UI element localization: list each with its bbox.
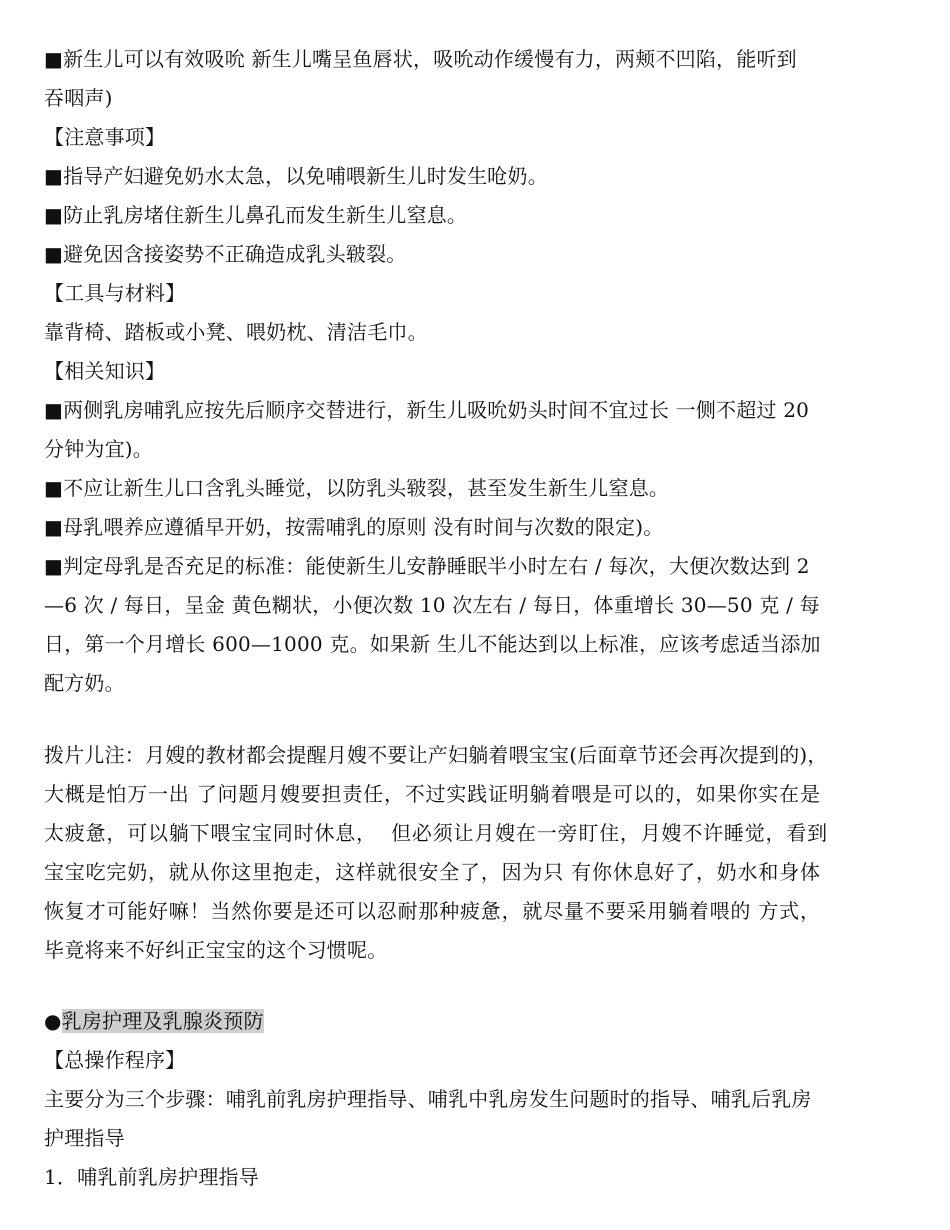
text-line: 日，第一个月增长 600—1000 克。如果新 生儿不能达到以上标准，应该考虑适当添加 — [44, 632, 821, 656]
note-line: 拨片儿注：月嫂的教材都会提醒月嫂不要让产妇躺着喂宝宝(后面章节还会再次提到的)， — [44, 743, 828, 767]
highlighted-heading: 乳房护理及乳腺炎预防 — [61, 1009, 264, 1033]
text-line: ■防止乳房堵住新生儿鼻孔而发生新生儿窒息。 — [44, 203, 468, 227]
section-heading: 【注意事项】 — [44, 125, 166, 149]
note-line: 恢复才可能好嘛！当然你要是还可以忍耐那种疲惫，就尽量不要采用躺着喂的 方式， — [44, 899, 821, 923]
text-line: 主要分为三个步骤：哺乳前乳房护理指导、哺乳中乳房发生问题时的指导、哺乳后乳房 — [44, 1087, 812, 1111]
text-line: 分钟为宜)。 — [44, 437, 154, 461]
text-line: ■不应让新生儿口含乳头睡觉，以防乳头皲裂，甚至发生新生儿窒息。 — [44, 476, 670, 500]
text-line: ■新生儿可以有效吸吮 新生儿嘴呈鱼唇状，吸吮动作缓慢有力，两颊不凹陷，能听到 — [44, 47, 797, 71]
section-heading: 【相关知识】 — [44, 359, 166, 383]
text-line: 1．哺乳前乳房护理指导 — [44, 1165, 259, 1189]
document-page — [44, 40, 910, 1197]
section-breast-care — [44, 1002, 910, 1197]
note-line: 太疲惫，可以躺下喂宝宝同时休息， 但必须让月嫂在一旁盯住，月嫂不许睡觉，看到 — [44, 821, 828, 845]
text-line: 吞咽声) — [44, 86, 113, 110]
paragraph-gap — [44, 970, 910, 1002]
section-feeding-notes — [44, 40, 910, 703]
text-line: —6 次 / 每日，呈金 黄色糊状，小便次数 10 次左右 / 每日，体重增长 30—50 克 / 每 — [44, 593, 820, 617]
text-line: ■避免因含接姿势不正确造成乳头皲裂。 — [44, 242, 407, 266]
section-title — [44, 1002, 910, 1041]
note-line: 宝宝吃完奶，就从你这里抱走，这样就很安全了，因为只 有你休息好了，奶水和身体 — [44, 860, 821, 884]
bullet-icon: ● — [44, 1009, 62, 1033]
text-line: ■指导产妇避免奶水太急，以免哺喂新生儿时发生呛奶。 — [44, 164, 548, 188]
text-line: 靠背椅、踏板或小凳、喂奶枕、清洁毛巾。 — [44, 320, 428, 344]
text-line: ■两侧乳房哺乳应按先后顺序交替进行，新生儿吸吮奶头时间不宜过长 一侧不超过 20 — [44, 398, 810, 422]
note-line: 毕竟将来不好纠正宝宝的这个习惯呢。 — [44, 938, 388, 962]
text-line: 护理指导 — [44, 1126, 125, 1150]
text-line: ■判定母乳是否充足的标准：能使新生儿安静睡眠半小时左右 / 每次，大便次数达到 2 — [44, 554, 810, 578]
section-heading: 【总操作程序】 — [44, 1048, 186, 1072]
text-line: ■母乳喂养应遵循早开奶，按需哺乳的原则 没有时间与次数的限定)。 — [44, 515, 664, 539]
section-heading: 【工具与材料】 — [44, 281, 186, 305]
text-line: 配方奶。 — [44, 671, 125, 695]
author-note — [44, 736, 910, 970]
note-line: 大概是怕万一出 了问题月嫂要担责任，不过实践证明躺着喂是可以的，如果你实在是 — [44, 782, 821, 806]
paragraph-gap — [44, 703, 910, 736]
